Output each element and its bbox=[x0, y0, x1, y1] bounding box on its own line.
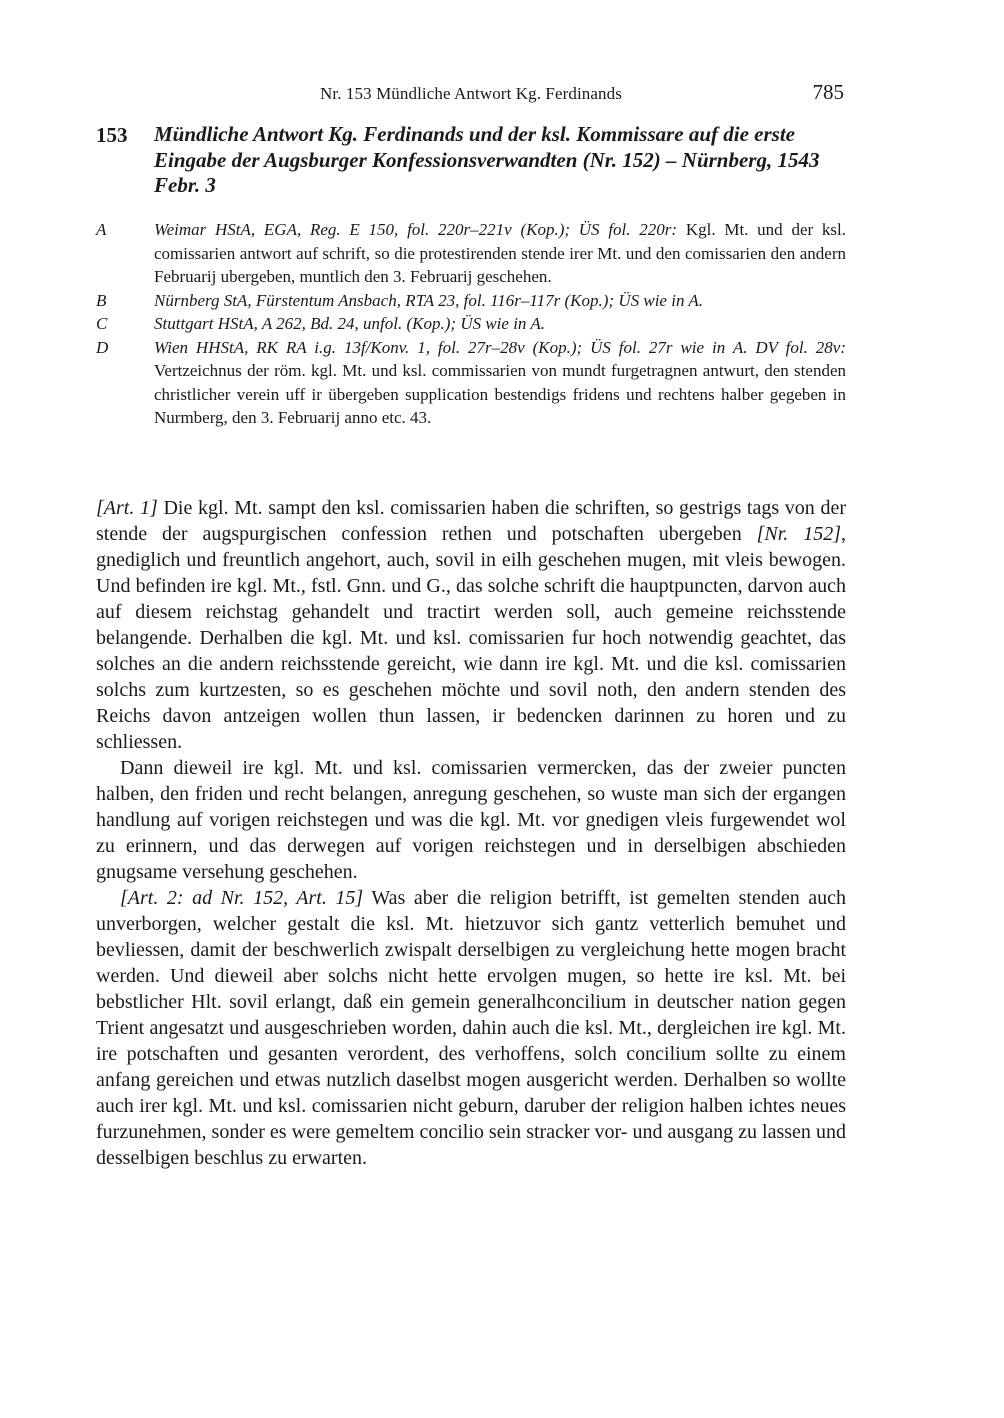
source-reference: Nürnberg StA, Fürstentum Ansbach, RTA 23, fol. 116r–117r (Kop.); ÜS wie in A. bbox=[154, 290, 704, 310]
source-entry-d bbox=[96, 336, 846, 430]
source-siglum: A bbox=[96, 220, 107, 239]
source-text: Vertzeichnus der röm. kgl. Mt. und ksl. commissarien von mundt furgetragnen antwurt, den stenden christlicher verein uff ir übergeben supplication bestendigs fridens und rechtens halber gegeben in Nurmberg, den 3. Februarij anno etc. 43. bbox=[154, 361, 846, 427]
source-entry-a bbox=[96, 218, 846, 289]
source-reference: Weimar HStA, EGA, Reg. E 150, fol. 220r–221v (Kop.); ÜS fol. 220r: bbox=[154, 220, 678, 239]
source-entry-c bbox=[96, 312, 846, 336]
body-paragraph-2 bbox=[96, 755, 846, 885]
document-heading bbox=[96, 122, 846, 199]
paragraph-text: Dann dieweil ire kgl. Mt. und ksl. comissarien vermercken, das der zweier puncten halben, den friden und recht belangen, anregung geschehen, so wuste man sich der ergangen handlung auf vorigen reichstegen und was die kgl. Mt. vor gnedigen vleis furgewendet wol zu erinnern, und das derwegen auf vorigen reichstegen und in derselbigen abschieden gnugsame versehung geschehen. bbox=[96, 757, 846, 883]
document-number: 153 bbox=[96, 123, 128, 147]
source-siglum: D bbox=[96, 337, 109, 357]
source-reference: Stuttgart HStA, A 262, Bd. 24, unfol. (Kop.); ÜS wie in A. bbox=[154, 314, 545, 333]
editorial-note: [Art. 2: ad Nr. 152, Art. 15] bbox=[120, 887, 364, 909]
page-number: 785 bbox=[812, 80, 844, 104]
source-siglum: C bbox=[96, 314, 108, 333]
editorial-note: [Nr. 152] bbox=[756, 523, 841, 545]
source-text: Kgl. Mt. und der ksl. comissarien antwort auf schrift, so die protestirenden stende irer Mt. und den comissarien den andern Februarij ubergeben, muntlich den 3. Februarij geschehen. bbox=[154, 220, 847, 286]
body-paragraph-3 bbox=[96, 885, 846, 1171]
source-siglum: B bbox=[96, 290, 107, 310]
paragraph-text: Was aber die religion betrifft, ist gemelten stenden auch unverborgen, welcher gestalt die ksl. Mt. hietzuvor sich gantz vetterlich bemuhet und bevliessen, damit der beschwerlich zwispalt derselbigen zu vergleichung hette mogen bracht werden. Und dieweil aber solchs nicht hette ervolgen mugen, so hette ire ksl. Mt. bei bebstlicher Hlt. sovil erlangt, daß ein gemein generalhconcilium in deutscher nation gegen Trient angesatzt und ausgeschrieben worden, dahin auch die ksl. Mt., dergleichen ire kgl. Mt. ire potschaften und gesanten verordent, des verhoffens, solch concilium sollte zu einem anfang gereichen und etwas nutzlich daselbst mogen ausgericht werden. Derhalben so wollte auch irer kgl. Mt. und ksl. comissarien nicht geburn, daruber der religion halben ichtes neues furzunehmen, sonder es were gemeltem concilio sein stracker vor- und ausgang zu lassen und desselbigen beschlus zu erwarten. bbox=[96, 887, 847, 1169]
paragraph-text: , gnediglich und freuntlich angehort, auch, sovil in eilh geschehen mugen, mit vleis bewogen. Und befinden ire kgl. Mt., fstl. Gnn. und G., das solche schrift die hauptpuncten, darvon auch auf diesem reichstag gehandelt und tractirt werden soll, auch gemeine reichsstende belangende. Derhalben die kgl. Mt. und ksl. comissarien fur hoch notwendig geachtet, das solches an die andern reichsstende gereicht, wie dann ire kgl. Mt. und die ksl. comissarien solchs zum kurtzesten, so es geschehen möchte und sovil noth, den andern stenden des Reichs davon antzeigen wollen thun lassen, ir bedencken darinnen zu horen und zu schliessen. bbox=[96, 523, 846, 753]
running-head-title: Nr. 153 Mündliche Antwort Kg. Ferdinands bbox=[320, 84, 622, 103]
body-paragraph-1 bbox=[96, 495, 846, 755]
source-reference: Wien HHStA, RK RA i.g. 13f/Konv. 1, fol. 27r–28v (Kop.); ÜS fol. 27r wie in A. DV fol. 28v: bbox=[154, 337, 846, 357]
source-entry-b bbox=[96, 289, 846, 313]
running-head bbox=[96, 80, 846, 110]
editorial-note: [Art. 1] bbox=[96, 497, 158, 519]
paragraph-text: Die kgl. Mt. sampt den ksl. comissarien haben die schriften, so gestrigs tags von der stende der augspurgischen confession rethen und potschaften ubergeben bbox=[96, 497, 847, 545]
source-list bbox=[96, 218, 846, 430]
document-title: Mündliche Antwort Kg. Ferdinands und der ksl. Kommissare auf die erste Eingabe der Augsburger Konfessionsverwandten (Nr. 152) – Nürnberg, 1543 Febr. 3 bbox=[154, 122, 820, 197]
document-body bbox=[96, 495, 846, 1171]
